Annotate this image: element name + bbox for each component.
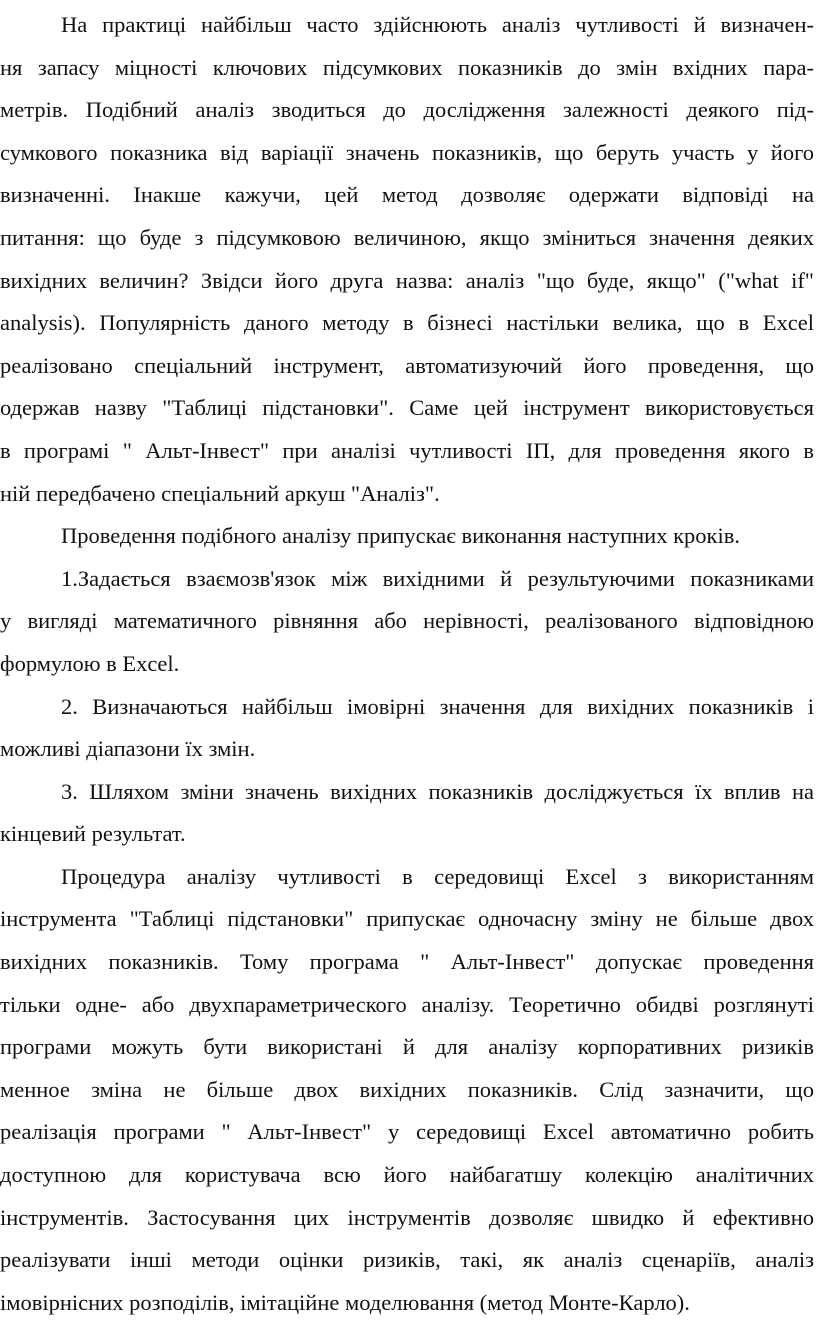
text-line: визначенні. Інакше кажучи, цей метод дозволяє одержати відповіді на xyxy=(0,182,814,208)
text-line: інструментів. Застосування цих інструментів дозволяє швидко й ефективно xyxy=(0,1204,814,1230)
text-line: інструмента "Таблиці підстановки" припускає одночасну зміну не більше двох xyxy=(0,906,814,932)
text-line: реалізовано спеціальний інструмент, автоматизуючий його проведення, що xyxy=(0,352,814,378)
text-line: у вигляді математичного рівняння або нерівності, реалізованого відповідною xyxy=(0,608,814,634)
text-line: імовірнісних розподілів, імітаційне моделювання (метод Монте-Карло). xyxy=(0,1289,690,1315)
text-line: метрів. Подібний аналіз зводиться до дослідження залежності деякого під- xyxy=(0,97,814,123)
text-line: реалізація програми " Альт-Інвест" у середовищі Excel автоматично робить xyxy=(0,1119,814,1145)
text-line: одержав назву "Таблиці підстановки". Саме цей інструмент використовується xyxy=(0,395,814,421)
paragraph-step-1 xyxy=(0,558,816,686)
paragraph-step-2 xyxy=(0,686,816,771)
text-line: формулою в Excel. xyxy=(0,650,180,676)
text-line: менное зміна не більше двох вихідних показників. Слід зазначити, що xyxy=(0,1076,814,1102)
text-line: Проведення подібного аналізу припускає виконання наступних кроків. xyxy=(61,523,740,549)
text-line: Процедура аналізу чутливості в середовищі Excel з використанням xyxy=(61,863,814,889)
text-line: На практиці найбільш часто здійснюють аналіз чутливості й визначен- xyxy=(61,12,814,37)
text-line: програми можуть бути використані й для аналізу корпоративних ризиків xyxy=(0,1034,814,1060)
paragraph-sensitivity-intro xyxy=(0,4,816,515)
text-line: можливі діапазони їх змін. xyxy=(0,736,256,762)
text-line: 1.Задається взаємозв'язок між вихідними й результуючими показниками xyxy=(61,565,814,591)
text-line: реалізувати інші методи оцінки ризиків, такі, як аналіз сценаріїв, аналіз xyxy=(0,1247,814,1273)
paragraph-excel-procedure xyxy=(0,856,816,1324)
text-line: тільки одне- або двухпараметрического аналізу. Теоретично обидві розглянуті xyxy=(0,991,814,1017)
text-line: вихідних показників. Тому програма " Альт-Інвест" допускає проведення xyxy=(0,949,814,975)
text-line: analysis). Популярність даного методу в бізнесі настільки велика, що в Excel xyxy=(0,310,814,336)
text-line: 2. Визначаються найбільш імовірні значення для вихідних показників і xyxy=(61,693,814,719)
paragraph-step-3 xyxy=(0,771,816,856)
text-line: вихідних величин? Звідси його друга назва: аналіз "що буде, якщо" ("what if" xyxy=(0,267,814,293)
text-line: 3. Шляхом зміни значень вихідних показників досліджується їх вплив на xyxy=(61,778,814,804)
text-line: сумкового показника від варіації значень показників, що беруть участь у його xyxy=(0,139,814,165)
text-line: ній передбачено спеціальний аркуш "Аналіз". xyxy=(0,480,440,506)
text-line: в програмі " Альт-Інвест" при аналізі чутливості ІП, для проведення якого в xyxy=(0,437,814,463)
text-line: доступною для користувача всю його найбагатшу колекцію аналітичних xyxy=(0,1162,814,1188)
paragraph-steps-intro xyxy=(0,515,816,558)
text-line: питання: що буде з підсумковою величиною, якщо зміниться значення деяких xyxy=(0,224,814,250)
text-line: ня запасу міцності ключових підсумкових показників до змін вхідних пара- xyxy=(0,54,814,80)
text-line: кінцевий результат. xyxy=(0,821,186,847)
